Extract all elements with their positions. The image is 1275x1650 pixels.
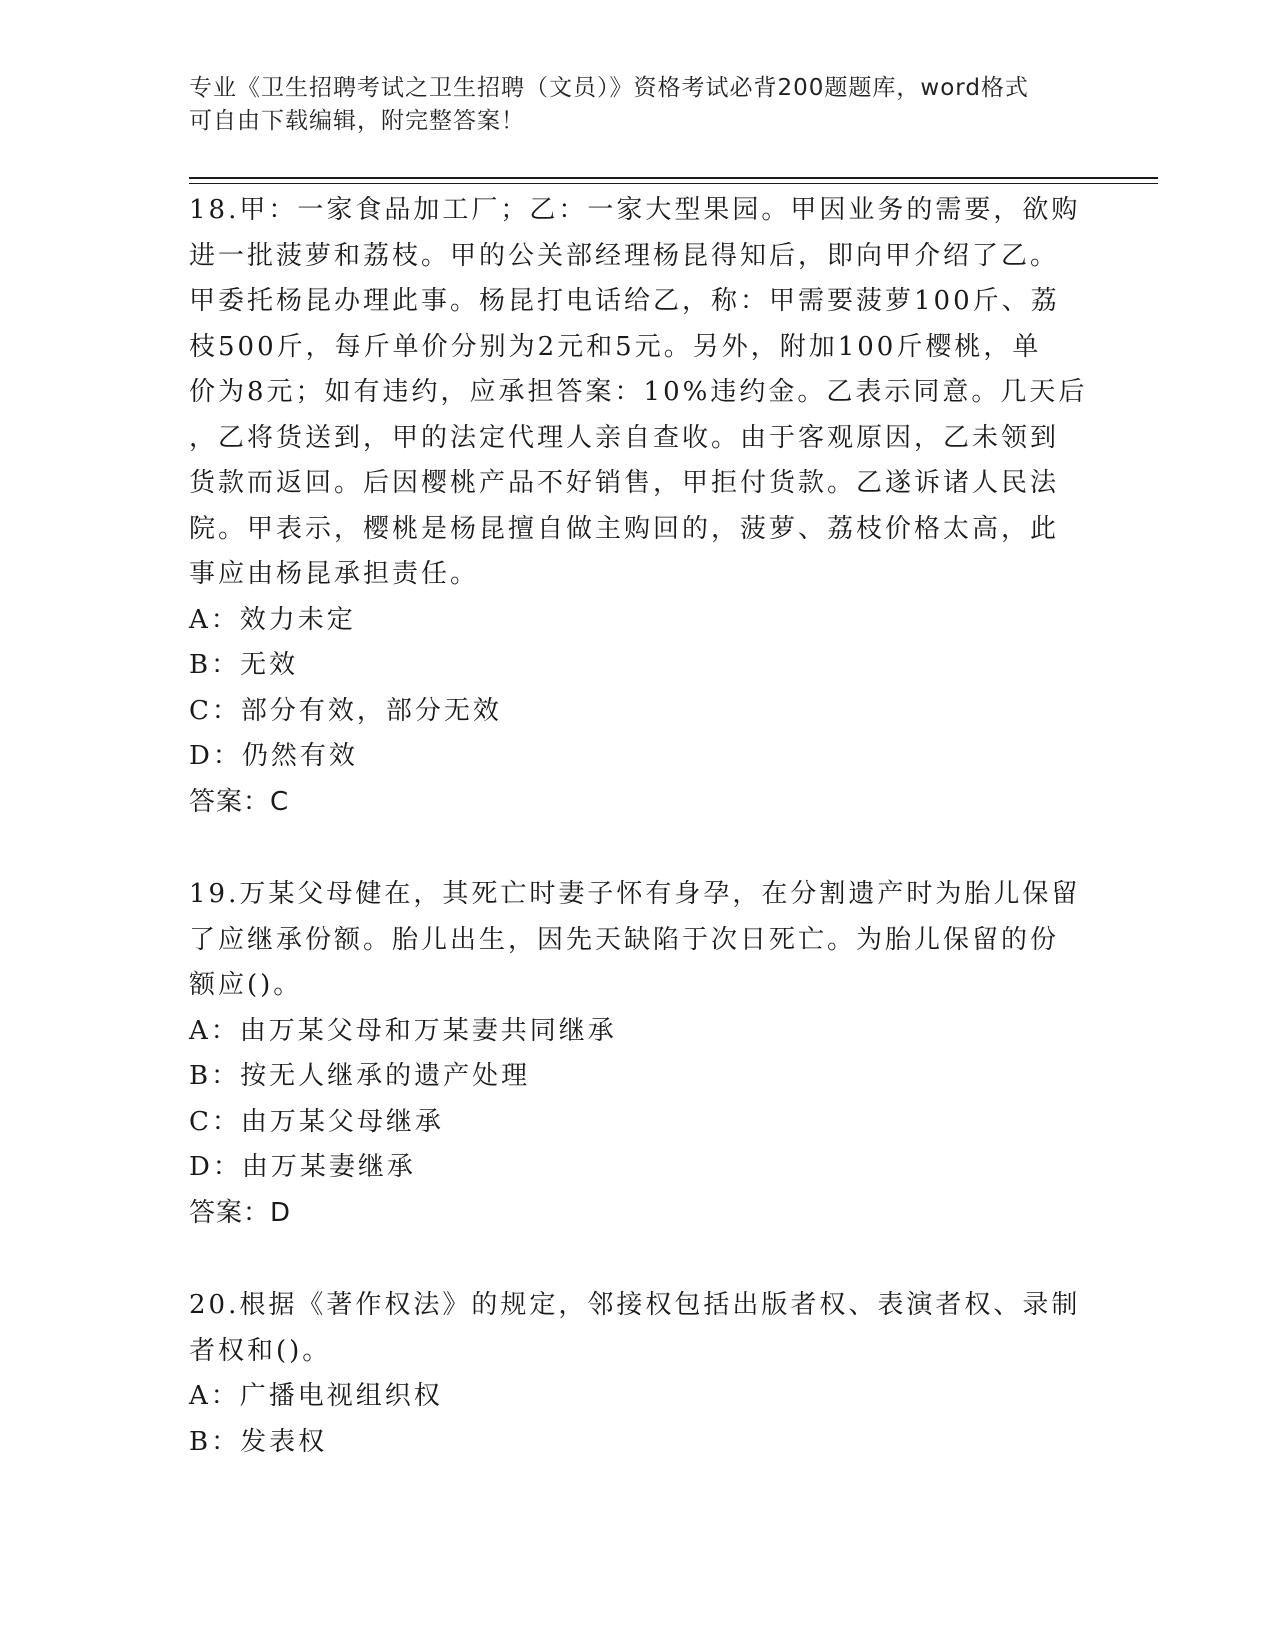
stem-line: 事应由杨昆承担责任。 [189,559,480,589]
header-title-line-2: 可自由下载编辑，附完整答案！ [189,108,525,134]
stem-line: 院。甲表示，樱桃是杨昆擅自做主购回的，菠萝、荔枝价格太高，此 [189,513,1060,544]
header-title-line-1: 专业《卫生招聘考试之卫生招聘（文员）》资格考试必背200题题库，word格式 [189,75,1029,101]
option-d: D：仍然有效 [189,741,358,771]
question-stem [189,872,1089,1009]
stem-line: 枝500斤，每斤单价分别为2元和5元。另外，附加100斤樱桃，单 [189,331,1042,362]
stem-line: ，乙将货送到，甲的法定代理人亲自查收。由于客观原因，乙未领到 [189,422,1060,453]
stem-line: 19.万某父母健在，其死亡时妻子怀有身孕，在分割遗产时为胎儿保留 [189,879,1081,909]
header-divider-thick [189,177,1158,179]
question-spacer [189,1236,1089,1283]
option-b: B：按无人继承的遗产处理 [189,1061,531,1091]
stem-line: 了应继承份额。胎儿出生，因先天缺陷于次日死亡。为胎儿保留的份 [189,924,1060,955]
stem-line: 价为8元；如有违约，应承担答案：10%违约金。乙表示同意。几天后 [189,377,1088,407]
stem-line: 18.甲：一家食品加工厂；乙：一家大型果园。甲因业务的需要，欲购 [189,195,1081,225]
option-b: B：无效 [189,650,299,680]
option-c: C：由万某父母继承 [189,1106,444,1137]
option-c: C：部分有效，部分无效 [189,695,502,726]
option-a: A：广播电视组织权 [189,1381,443,1411]
question-spacer [189,825,1089,872]
stem-line: 甲委托杨昆办理此事。杨昆打电话给乙，称：甲需要菠萝100斤、荔 [189,286,1060,316]
question-19 [189,872,1089,1236]
option-d: D：由万某妻继承 [189,1152,416,1182]
question-list [189,188,1089,1465]
stem-line: 额应()。 [189,970,303,1000]
question-stem [189,188,1089,598]
document-header [189,72,1069,138]
option-b: B：发表权 [189,1426,328,1457]
question-stem [189,1283,1089,1374]
stem-line: 20.根据《著作权法》的规定，邻接权包括出版者权、表演者权、录制 [189,1290,1081,1320]
stem-line: 进一批菠萝和荔枝。甲的公关部经理杨昆得知后，即向甲介绍了乙。 [189,240,1060,271]
question-20 [189,1283,1089,1465]
option-a: A：效力未定 [189,604,356,635]
answer: 答案：D [189,1197,292,1228]
question-18 [189,188,1089,825]
option-a: A：由万某父母和万某妻共同继承 [189,1015,617,1046]
stem-line: 货款而返回。后因樱桃产品不好销售，甲拒付货款。乙遂诉诸人民法 [189,468,1060,498]
answer: 答案：C [189,786,290,817]
header-divider-thin [189,183,1158,184]
stem-line: 者权和()。 [189,1335,332,1366]
